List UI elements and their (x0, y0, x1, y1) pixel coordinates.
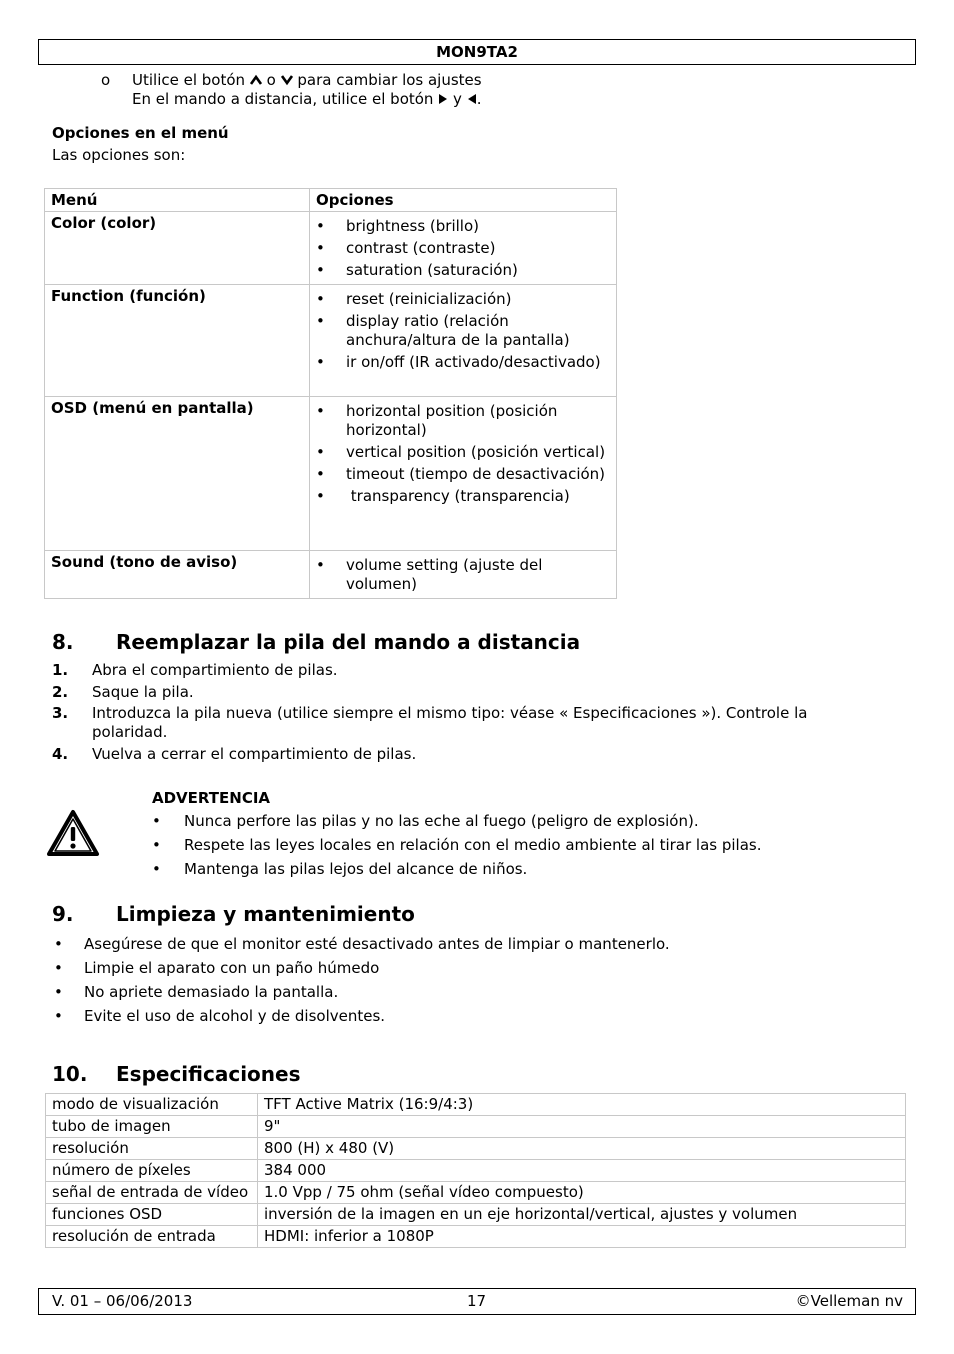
spec-key: resolución (46, 1138, 258, 1160)
table-header-row (45, 189, 617, 212)
option-item: • reset (reinicialización) (316, 290, 610, 309)
option-item: • saturation (saturación) (316, 261, 610, 280)
menu-options-heading: Opciones en el menú (52, 124, 229, 142)
step-text: Vuelva a cerrar el compartimiento de pilas. (92, 745, 417, 763)
table-row (46, 1138, 906, 1160)
bullet-icon: • (152, 812, 161, 830)
bullet-icon: • (152, 836, 161, 854)
intro-line1-suffix: para cambiar los ajustes (297, 71, 482, 89)
bullet-icon: • (54, 1007, 63, 1025)
option-item: • ir on/off (IR activado/desactivado) (316, 353, 610, 372)
menu-cell: Function (función) (45, 285, 310, 397)
warning-item: Mantenga las pilas lejos del alcance de niños. (184, 860, 528, 878)
spec-key: tubo de imagen (46, 1116, 258, 1138)
menu-cell: Color (color) (45, 212, 310, 285)
options-cell (310, 551, 617, 599)
table-row (46, 1094, 906, 1116)
cleaning-item: No apriete demasiado la pantalla. (84, 983, 339, 1001)
page-footer (38, 1288, 916, 1315)
section-number: 8. (52, 630, 74, 654)
bullet-icon: • (54, 959, 63, 977)
spec-key: funciones OSD (46, 1204, 258, 1226)
table-row (45, 285, 617, 397)
chevron-up-icon (250, 74, 262, 86)
option-item: • contrast (contraste) (316, 239, 610, 258)
step-text: Saque la pila. (92, 683, 194, 701)
cleaning-item: Limpie el aparato con un paño húmedo (84, 959, 380, 977)
specifications-table (45, 1093, 906, 1248)
col-options-header: Opciones (310, 189, 617, 212)
spec-value: 1.0 Vpp / 75 ohm (señal vídeo compuesto) (258, 1182, 906, 1204)
spec-key: modo de visualización (46, 1094, 258, 1116)
spec-key: señal de entrada de vídeo (46, 1182, 258, 1204)
option-item: • horizontal position (posición horizontal) (316, 402, 610, 440)
menu-options-subtext: Las opciones son: (52, 146, 186, 164)
bullet-icon: • (54, 935, 63, 953)
option-item: • timeout (tiempo de desactivación) (316, 465, 610, 484)
step-number: 2. (52, 683, 69, 701)
warning-item: Nunca perfore las pilas y no las eche al fuego (peligro de explosión). (184, 812, 699, 830)
header-title: MON9TA2 (436, 43, 518, 61)
intro-line1-prefix: Utilice el botón (132, 71, 246, 89)
spec-value: HDMI: inferior a 1080P (258, 1226, 906, 1248)
warning-triangle-icon (46, 809, 100, 857)
section-title: Reemplazar la pila del mando a distancia (116, 630, 581, 654)
option-item: • volume setting (ajuste del volumen) (316, 556, 610, 594)
option-item: • vertical position (posición vertical) (316, 443, 610, 462)
spec-value: 384 000 (258, 1160, 906, 1182)
step-number: 4. (52, 745, 69, 763)
option-item: • brightness (brillo) (316, 217, 610, 236)
spec-value: TFT Active Matrix (16:9/4:3) (258, 1094, 906, 1116)
spec-key: resolución de entrada (46, 1226, 258, 1248)
step-text: Abra el compartimiento de pilas. (92, 661, 338, 679)
menu-cell: Sound (tono de aviso) (45, 551, 310, 599)
table-row (46, 1226, 906, 1248)
intro-marker: o (101, 71, 111, 89)
intro-line-2 (132, 90, 481, 109)
options-cell (310, 212, 617, 285)
warning-item: Respete las leyes locales en relación con el medio ambiente al tirar las pilas. (184, 836, 762, 854)
intro-line-1 (132, 71, 482, 90)
triangle-left-icon (467, 94, 477, 104)
bullet-icon: • (54, 983, 63, 1001)
chevron-down-icon (281, 74, 293, 86)
spec-key: número de píxeles (46, 1160, 258, 1182)
step-number: 1. (52, 661, 69, 679)
cleaning-item: Asegúrese de que el monitor esté desactivado antes de limpiar o mantenerlo. (84, 935, 670, 953)
spec-value: 800 (H) x 480 (V) (258, 1138, 906, 1160)
section-number: 9. (52, 902, 74, 926)
cleaning-item: Evite el uso de alcohol y de disolventes. (84, 1007, 386, 1025)
footer-page-number: 17 (467, 1292, 487, 1310)
menu-options-table (44, 188, 617, 599)
intro-line2-mid: y (453, 90, 462, 108)
footer-version: V. 01 – 06/06/2013 (52, 1292, 193, 1310)
table-row (46, 1160, 906, 1182)
table-row (46, 1204, 906, 1226)
intro-line2-suffix: . (476, 90, 482, 108)
options-cell (310, 397, 617, 551)
table-row (46, 1116, 906, 1138)
table-row (45, 212, 617, 285)
col-menu-header: Menú (45, 189, 310, 212)
table-row (46, 1182, 906, 1204)
page-header (38, 39, 916, 65)
step-text: Introduzca la pila nueva (utilice siempre el mismo tipo: véase « Especificaciones »). Controle la polaridad. (92, 704, 808, 741)
footer-copyright: ©Velleman nv (795, 1292, 903, 1310)
step-number: 3. (52, 704, 69, 722)
section-title: Especificaciones (116, 1062, 301, 1086)
section-number: 10. (52, 1062, 88, 1086)
bullet-icon: • (152, 860, 161, 878)
intro-line1-mid: o (266, 71, 276, 89)
options-cell (310, 285, 617, 397)
section-title: Limpieza y mantenimiento (116, 902, 415, 926)
table-row (45, 551, 617, 599)
table-row (45, 397, 617, 551)
warning-title: ADVERTENCIA (152, 789, 271, 807)
intro-line2-prefix: En el mando a distancia, utilice el botón (132, 90, 434, 108)
spec-value: inversión de la imagen en un eje horizontal/vertical, ajustes y volumen (258, 1204, 906, 1226)
option-item: • display ratio (relación anchura/altura de la pantalla) (316, 312, 610, 350)
menu-cell: OSD (menú en pantalla) (45, 397, 310, 551)
option-item: • transparency (transparencia) (316, 487, 610, 506)
triangle-right-icon (438, 94, 448, 104)
spec-value: 9" (258, 1116, 906, 1138)
